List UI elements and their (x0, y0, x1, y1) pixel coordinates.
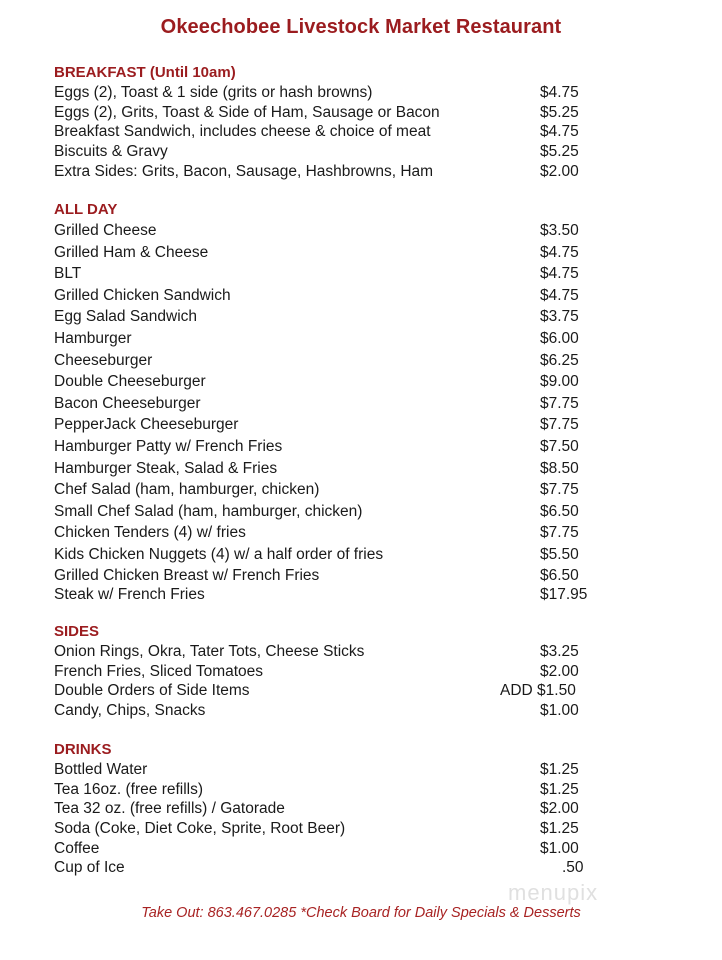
section-heading: SIDES (54, 623, 100, 640)
menu-item (54, 585, 614, 605)
menu-item (54, 458, 614, 480)
item-price: $2.00 (540, 162, 579, 180)
item-name: Double Cheeseburger (54, 373, 206, 391)
item-name: Double Orders of Side Items (54, 682, 250, 700)
item-name: Tea 32 oz. (free refills) / Gatorade (54, 800, 285, 818)
menu-item (54, 642, 614, 662)
section-heading: DRINKS (54, 741, 112, 758)
menu-item (54, 681, 614, 701)
item-price: $1.25 (540, 761, 579, 778)
restaurant-title: Okeechobee Livestock Market Restaurant (160, 16, 562, 38)
item-price: $3.25 (540, 643, 579, 660)
menu-item (54, 328, 614, 350)
item-name: Kids Chicken Nuggets (4) w/ a half order of fries (54, 545, 384, 563)
item-price: ADD $1.50 (500, 682, 576, 700)
item-price: $6.50 (540, 502, 579, 520)
menu-item (54, 436, 614, 458)
menu-item (54, 142, 614, 162)
menu-item (54, 780, 614, 800)
menu-item (54, 819, 614, 839)
menu-item (54, 103, 614, 123)
menu-item (54, 306, 614, 328)
item-price: $1.00 (540, 839, 579, 857)
menu-item (54, 162, 614, 182)
item-price: $1.25 (540, 780, 579, 798)
item-name: Chicken Tenders (4) w/ fries (54, 524, 246, 542)
menu-item (54, 544, 614, 566)
item-price: $9.00 (540, 373, 579, 391)
menu-item (54, 414, 614, 436)
menu-item (54, 242, 614, 264)
menu-item (54, 522, 614, 544)
item-price: $1.25 (540, 820, 579, 838)
item-price: $5.25 (540, 103, 579, 121)
item-name: Hamburger Steak, Salad & Fries (54, 459, 278, 477)
item-price: $17.95 (540, 586, 588, 604)
item-name: Bottled Water (54, 761, 148, 778)
item-name: BLT (54, 265, 82, 283)
item-name: Tea 16oz. (free refills) (54, 780, 204, 798)
item-name: French Fries, Sliced Tomatoes (54, 662, 264, 680)
item-price: $4.75 (540, 84, 579, 101)
item-name: Bacon Cheeseburger (54, 394, 201, 412)
section-drinks (54, 740, 614, 878)
item-name: Egg Salad Sandwich (54, 308, 198, 326)
menupix-watermark: menupix (508, 880, 599, 905)
item-price: $1.00 (540, 702, 579, 720)
item-price: $4.75 (540, 265, 579, 283)
item-name: Extra Sides: Grits, Bacon, Sausage, Hashbrowns, Ham (54, 162, 434, 180)
item-price: $8.50 (540, 459, 579, 477)
menu-item (54, 701, 614, 721)
item-price: $6.25 (540, 351, 579, 369)
item-name: Cheeseburger (54, 351, 153, 369)
menu-item (54, 350, 614, 372)
item-name: Cup of Ice (54, 859, 125, 877)
item-price: $4.75 (540, 243, 579, 261)
item-name: Biscuits & Gravy (54, 143, 168, 161)
section-breakfast (54, 63, 614, 181)
item-name: Eggs (2), Toast & 1 side (grits or hash browns) (54, 84, 373, 101)
item-price: $2.00 (540, 800, 579, 818)
menu-item (54, 858, 614, 878)
item-price: $6.50 (540, 566, 579, 584)
item-name: Candy, Chips, Snacks (54, 702, 206, 720)
menu-item (54, 760, 614, 780)
menu-item (54, 501, 614, 523)
menu-item (54, 479, 614, 501)
item-name: Eggs (2), Grits, Toast & Side of Ham, Sausage or Bacon (54, 103, 440, 121)
item-name: Grilled Ham & Cheese (54, 243, 209, 261)
item-price: $2.00 (540, 662, 579, 680)
item-name: Breakfast Sandwich, includes cheese & choice of meat (54, 123, 431, 141)
menu-item (54, 662, 614, 682)
section-sides (54, 622, 614, 721)
item-price: $7.50 (540, 437, 579, 455)
item-name: PepperJack Cheeseburger (54, 416, 239, 434)
menu-item (54, 285, 614, 307)
item-name: Grilled Chicken Sandwich (54, 286, 231, 304)
item-name: Hamburger (54, 329, 132, 347)
item-name: Grilled Cheese (54, 222, 157, 239)
item-price: $6.00 (540, 329, 579, 347)
item-name: Coffee (54, 839, 100, 857)
item-price: $5.50 (540, 545, 579, 563)
menu-item (54, 371, 614, 393)
item-name: Grilled Chicken Breast w/ French Fries (54, 566, 320, 584)
menu-item (54, 83, 614, 103)
item-price: $3.50 (540, 222, 579, 239)
item-price: $3.75 (540, 308, 579, 326)
item-price: $7.75 (540, 394, 579, 412)
item-price: $7.75 (540, 524, 579, 542)
menu-item (54, 263, 614, 285)
section-all-day (54, 200, 614, 605)
menu-item (54, 393, 614, 415)
menu-item (54, 220, 614, 242)
menu-item (54, 839, 614, 859)
section-heading: ALL DAY (54, 201, 118, 218)
item-name: Onion Rings, Okra, Tater Tots, Cheese Sticks (54, 643, 365, 660)
menu-item (54, 799, 614, 819)
item-name: Small Chef Salad (ham, hamburger, chicken) (54, 502, 363, 520)
item-name: Soda (Coke, Diet Coke, Sprite, Root Beer) (54, 820, 346, 838)
item-price: $4.75 (540, 123, 579, 141)
item-name: Chef Salad (ham, hamburger, chicken) (54, 481, 320, 499)
item-price: $7.75 (540, 481, 579, 499)
item-price: $7.75 (540, 416, 579, 434)
section-heading: BREAKFAST (Until 10am) (54, 64, 236, 81)
item-price: $4.75 (540, 286, 579, 304)
item-price: $5.25 (540, 143, 579, 161)
menu-item (54, 566, 614, 586)
footer-note: Take Out: 863.467.0285 *Check Board for Daily Specials & Desserts (141, 905, 581, 921)
item-name: Steak w/ French Fries (54, 586, 205, 604)
item-price: .50 (562, 859, 584, 877)
item-name: Hamburger Patty w/ French Fries (54, 437, 283, 455)
menu-item (54, 122, 614, 142)
